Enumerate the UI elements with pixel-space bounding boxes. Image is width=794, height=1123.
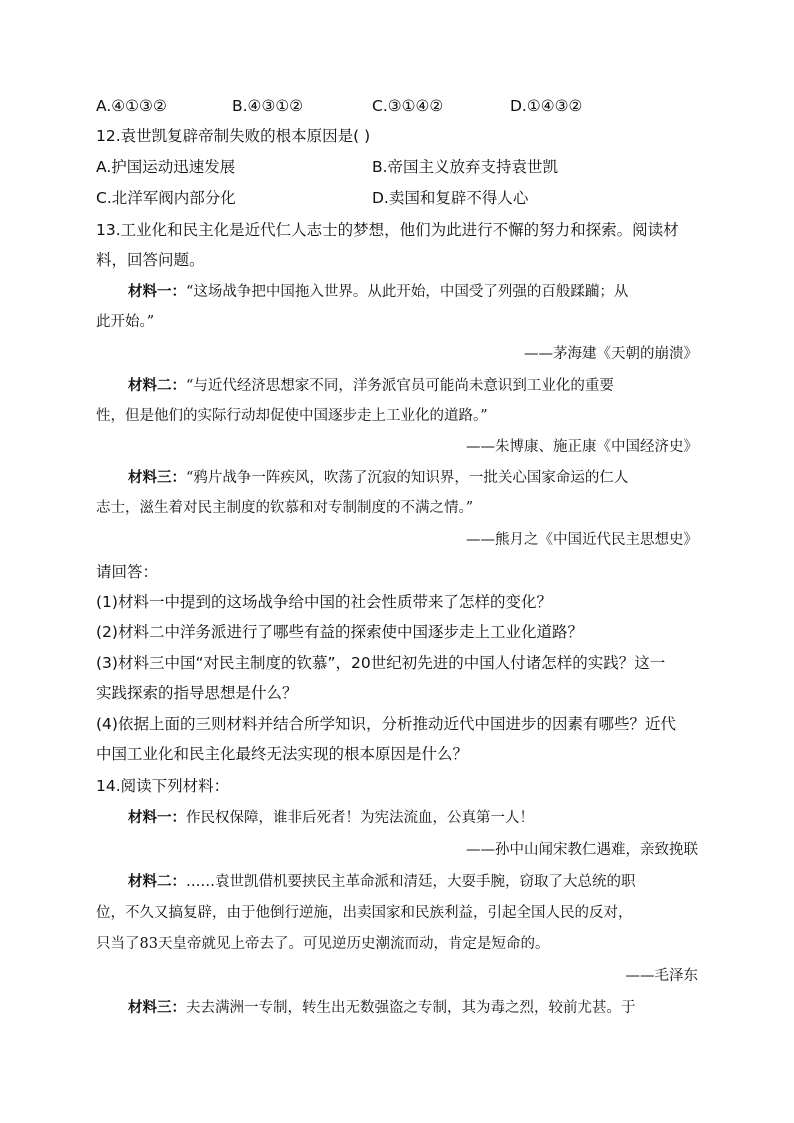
q11-option-a: A.④①③② — [96, 97, 167, 115]
q14-material3-text: 夫去满洲一专制，转生出无数强盗之专制，其为毒之烈，较前尤甚。于 — [186, 1000, 636, 1016]
q14-material1-line — [128, 808, 534, 828]
q13-material2-line2: 性，但是他们的实际行动却促使中国逐步走上工业化的道路。” — [96, 408, 488, 424]
q13-material2-text: “与近代经济思想家不同，洋务派官员可能尚未意识到工业化的重要 — [186, 378, 614, 394]
q14-material1-text: 作民权保障，谁非后死者！为宪法流血，公真第一人！ — [186, 810, 534, 826]
q13-material2-source: ——朱博康、施正康《中国经济史》 — [466, 439, 698, 455]
q14-material2-line2: 位，不久又搞复辟，由于他倒行逆施，出卖国家和民族利益，引起全国人民的反对， — [96, 905, 633, 921]
q14-material1-source: ——孙中山闻宋教仁遇难，亲致挽联 — [466, 842, 698, 858]
q13-answer-prompt: 请回答： — [96, 563, 159, 581]
q13-material3-label: 材料三： — [128, 469, 186, 486]
q14-material2-line1 — [128, 872, 636, 892]
q14-material1-label: 材料一： — [128, 809, 186, 826]
q13-material2-line1 — [128, 376, 614, 396]
q13-material1-source: ——茅海建《天朝的崩溃》 — [524, 346, 698, 362]
q13-sub4-line2: 中国工业化和民主化最终无法实现的根本原因是什么？ — [96, 745, 469, 763]
q14-material2-label: 材料二： — [128, 873, 186, 890]
q13-material3-line2: 志士，滋生着对民主制度的钦慕和对专制制度的不满之情。” — [96, 500, 474, 516]
q12-option-d: D.卖国和复辟不得人心 — [372, 189, 529, 207]
q13-sub2: (2)材料二中洋务派进行了哪些有益的探索使中国逐步走上工业化道路？ — [96, 623, 583, 641]
q13-material2-label: 材料二： — [128, 377, 186, 394]
q12-option-b: B.帝国主义放弃支持袁世凯 — [372, 158, 559, 176]
q14-material2-source: ——毛泽东 — [625, 968, 698, 984]
q14-material2-text: ……袁世凯借机要挟民主革命派和清廷，大耍手腕，窃取了大总统的职 — [186, 874, 636, 890]
q13-material3-text: “鸦片战争一阵疾风，吹荡了沉寂的知识界，一批关心国家命运的仁人 — [186, 470, 629, 486]
q13-material1-line1 — [128, 282, 628, 302]
q14-stem: 14.阅读下列材料： — [96, 777, 230, 795]
q13-material1-text: “这场战争把中国拖入世界。从此开始，中国受了列强的百般蹂躏；从 — [186, 284, 629, 300]
q13-stem-line2: 料，回答问题。 — [96, 251, 205, 269]
q12-option-a: A.护国运动迅速发展 — [96, 158, 236, 176]
q14-material3-line1 — [128, 998, 636, 1018]
q13-sub3-line2: 实践探索的指导思想是什么？ — [96, 684, 298, 702]
q14-material3-label: 材料三： — [128, 999, 186, 1016]
q13-material1-line2: 此开始。” — [96, 314, 155, 330]
q13-sub1: (1)材料一中提到的这场战争给中国的社会性质带来了怎样的变化？ — [96, 593, 552, 611]
q13-material3-source: ——熊月之《中国近代民主思想史》 — [466, 532, 698, 548]
q12-option-c: C.北洋军阀内部分化 — [96, 189, 236, 207]
q12-stem: 12.袁世凯复辟帝制失败的根本原因是( ) — [96, 127, 371, 145]
q14-material2-line3: 只当了83天皇帝就见上帝去了。可见逆历史潮流而动，肯定是短命的。 — [96, 936, 550, 952]
q11-option-b: B.④③①② — [232, 97, 304, 115]
q13-sub3-line1: (3)材料三中国“对民主制度的钦慕”，20世纪初先进的中国人付诸怎样的实践？这一 — [96, 654, 666, 672]
q13-material3-line1 — [128, 468, 628, 488]
q13-sub4-line1: (4)依据上面的三则材料并结合所学知识，分析推动近代中国进步的因素有哪些？近代 — [96, 715, 676, 733]
q13-stem-line1: 13.工业化和民主化是近代仁人志士的梦想，他们为此进行不懈的努力和探索。阅读材 — [96, 221, 679, 239]
q11-option-d: D.①④③② — [510, 97, 583, 115]
q13-material1-label: 材料一： — [128, 283, 186, 300]
q11-option-c: C.③①④② — [372, 97, 444, 115]
